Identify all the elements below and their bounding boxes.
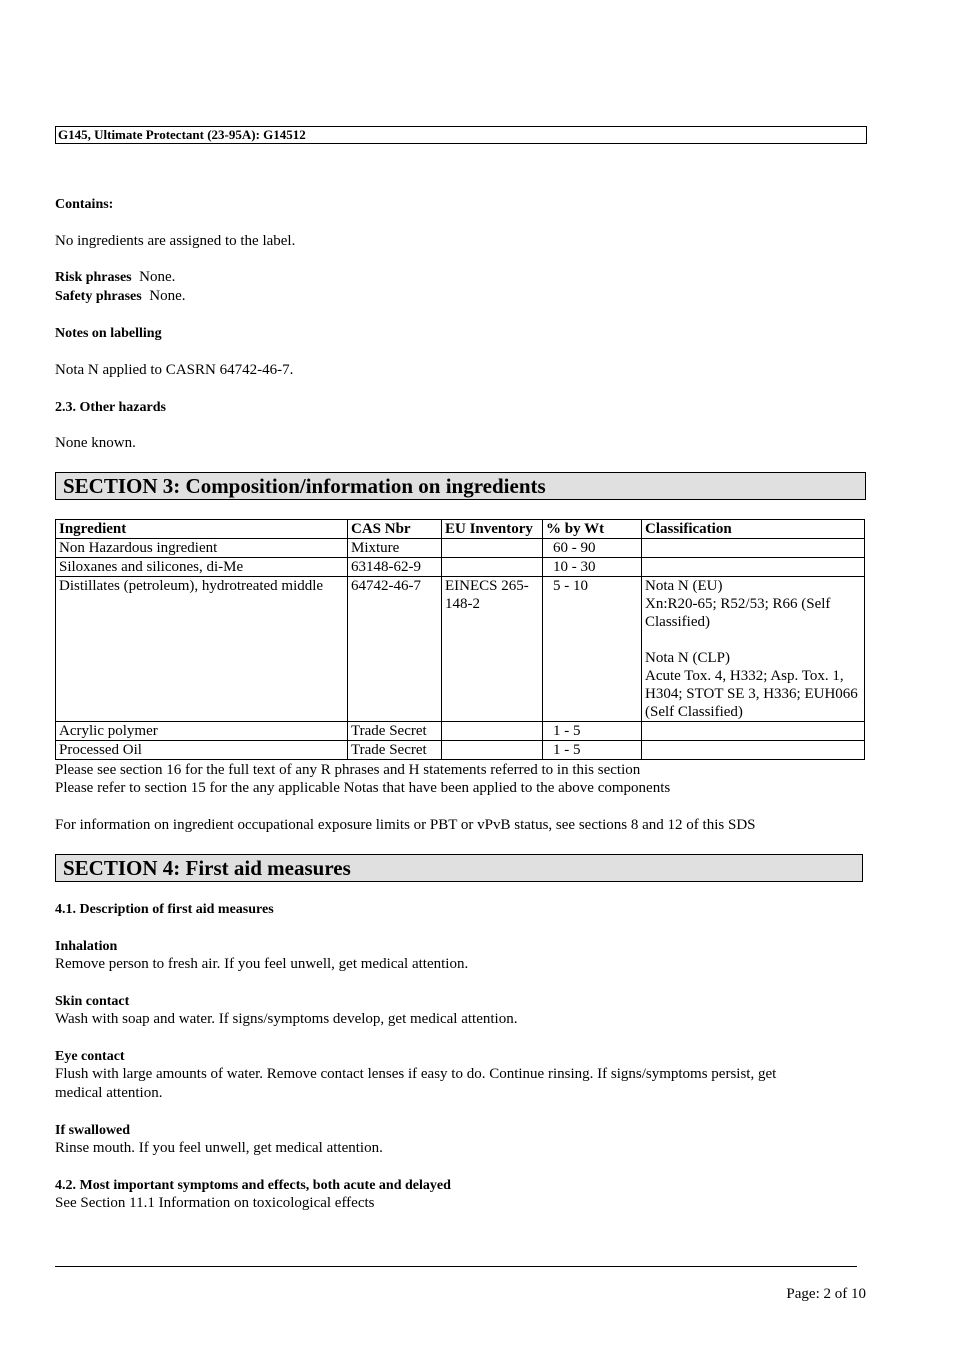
classification-cell [642, 741, 865, 760]
table-row [56, 741, 865, 760]
table-row [56, 722, 865, 741]
document-header: G145, Ultimate Protectant (23-95A): G14512 [55, 126, 867, 144]
swallowed-heading: If swallowed [55, 1123, 131, 1138]
classification-line: Acute Tox. 4, H332; Asp. Tox. 1, H304; STOT SE 3, H336; EUH066 (Self Classified) [645, 668, 858, 720]
section4-title: SECTION 4: First aid measures [55, 854, 863, 882]
eu-cell: EINECS 265-148-2 [442, 577, 543, 722]
classification-cell [642, 577, 865, 722]
risk-phrases-line [55, 269, 175, 286]
col-header-eu-inventory: EU Inventory [442, 520, 543, 539]
weight-cell: 1 - 5 [543, 741, 642, 760]
classification-cell [642, 558, 865, 577]
safety-phrases-line [55, 288, 185, 305]
col-header-ingredient: Ingredient [56, 520, 348, 539]
table-row [56, 539, 865, 558]
page-number: Page: 2 of 10 [786, 1286, 866, 1302]
classification-cell [642, 722, 865, 741]
classification-spacer [645, 631, 861, 649]
cas-cell: 64742-46-7 [348, 577, 442, 722]
ingredient-cell: Acrylic polymer [56, 722, 348, 741]
inhalation-text: Remove person to fresh air. If you feel unwell, get medical attention. [55, 956, 469, 972]
classification-line: Xn:R20-65; R52/53; R66 (Self Classified) [645, 596, 831, 630]
col-header-weight: % by Wt [543, 520, 642, 539]
classification-line: Nota N (EU) [645, 578, 723, 594]
cas-cell: 63148-62-9 [348, 558, 442, 577]
table-row [56, 577, 865, 722]
risk-phrases-value: None. [139, 269, 176, 285]
classification-line: Nota N (CLP) [645, 650, 730, 666]
ingredient-cell: Non Hazardous ingredient [56, 539, 348, 558]
risk-phrases-label: Risk phrases [55, 270, 132, 285]
ingredient-cell: Processed Oil [56, 741, 348, 760]
contains-label: Contains: [55, 197, 114, 212]
cas-cell: Trade Secret [348, 722, 442, 741]
section3-note-r-phrases: Please see section 16 for the full text of any R phrases and H statements referred to in this section [55, 762, 641, 778]
table-row [56, 558, 865, 577]
notes-labelling-text: Nota N applied to CASRN 64742-46-7. [55, 362, 294, 378]
eu-cell [442, 558, 543, 577]
skin-contact-heading: Skin contact [55, 994, 130, 1009]
safety-phrases-label: Safety phrases [55, 289, 142, 304]
contains-text: No ingredients are assigned to the label. [55, 233, 296, 249]
symptoms-heading: 4.2. Most important symptoms and effects, both acute and delayed [55, 1178, 451, 1193]
section3-note-notas: Please refer to section 15 for the any applicable Notas that have been applied to the above components [55, 780, 671, 796]
cas-cell: Mixture [348, 539, 442, 558]
col-header-cas: CAS Nbr [348, 520, 442, 539]
classification-cell [642, 539, 865, 558]
eu-cell [442, 722, 543, 741]
eye-contact-heading: Eye contact [55, 1049, 125, 1064]
ingredients-table [55, 519, 865, 760]
other-hazards-text: None known. [55, 435, 136, 451]
symptoms-text: See Section 11.1 Information on toxicological effects [55, 1195, 375, 1211]
eu-cell [442, 741, 543, 760]
first-aid-description-heading: 4.1. Description of first aid measures [55, 902, 274, 917]
swallowed-text: Rinse mouth. If you feel unwell, get medical attention. [55, 1140, 383, 1156]
ingredient-cell: Siloxanes and silicones, di-Me [56, 558, 348, 577]
weight-cell: 1 - 5 [543, 722, 642, 741]
section3-note-exposure: For information on ingredient occupational exposure limits or PBT or vPvB status, see sections 8 and 12 of this SDS [55, 817, 756, 833]
weight-cell: 5 - 10 [543, 577, 642, 722]
cas-cell: Trade Secret [348, 741, 442, 760]
notes-labelling-heading: Notes on labelling [55, 326, 162, 341]
table-header-row [56, 520, 865, 539]
eye-contact-text-line2: medical attention. [55, 1085, 163, 1101]
eye-contact-text-line1: Flush with large amounts of water. Remove contact lenses if easy to do. Continue rinsing. If signs/symptoms persist, get [55, 1066, 777, 1082]
safety-phrases-value: None. [149, 288, 186, 304]
inhalation-heading: Inhalation [55, 939, 118, 954]
ingredient-cell: Distillates (petroleum), hydrotreated middle [56, 577, 348, 722]
col-header-classification: Classification [642, 520, 865, 539]
footer-divider [55, 1266, 857, 1267]
weight-cell: 10 - 30 [543, 558, 642, 577]
section3-title: SECTION 3: Composition/information on ingredients [55, 472, 866, 500]
eu-cell [442, 539, 543, 558]
weight-cell: 60 - 90 [543, 539, 642, 558]
skin-contact-text: Wash with soap and water. If signs/symptoms develop, get medical attention. [55, 1011, 518, 1027]
other-hazards-heading: 2.3. Other hazards [55, 400, 166, 415]
